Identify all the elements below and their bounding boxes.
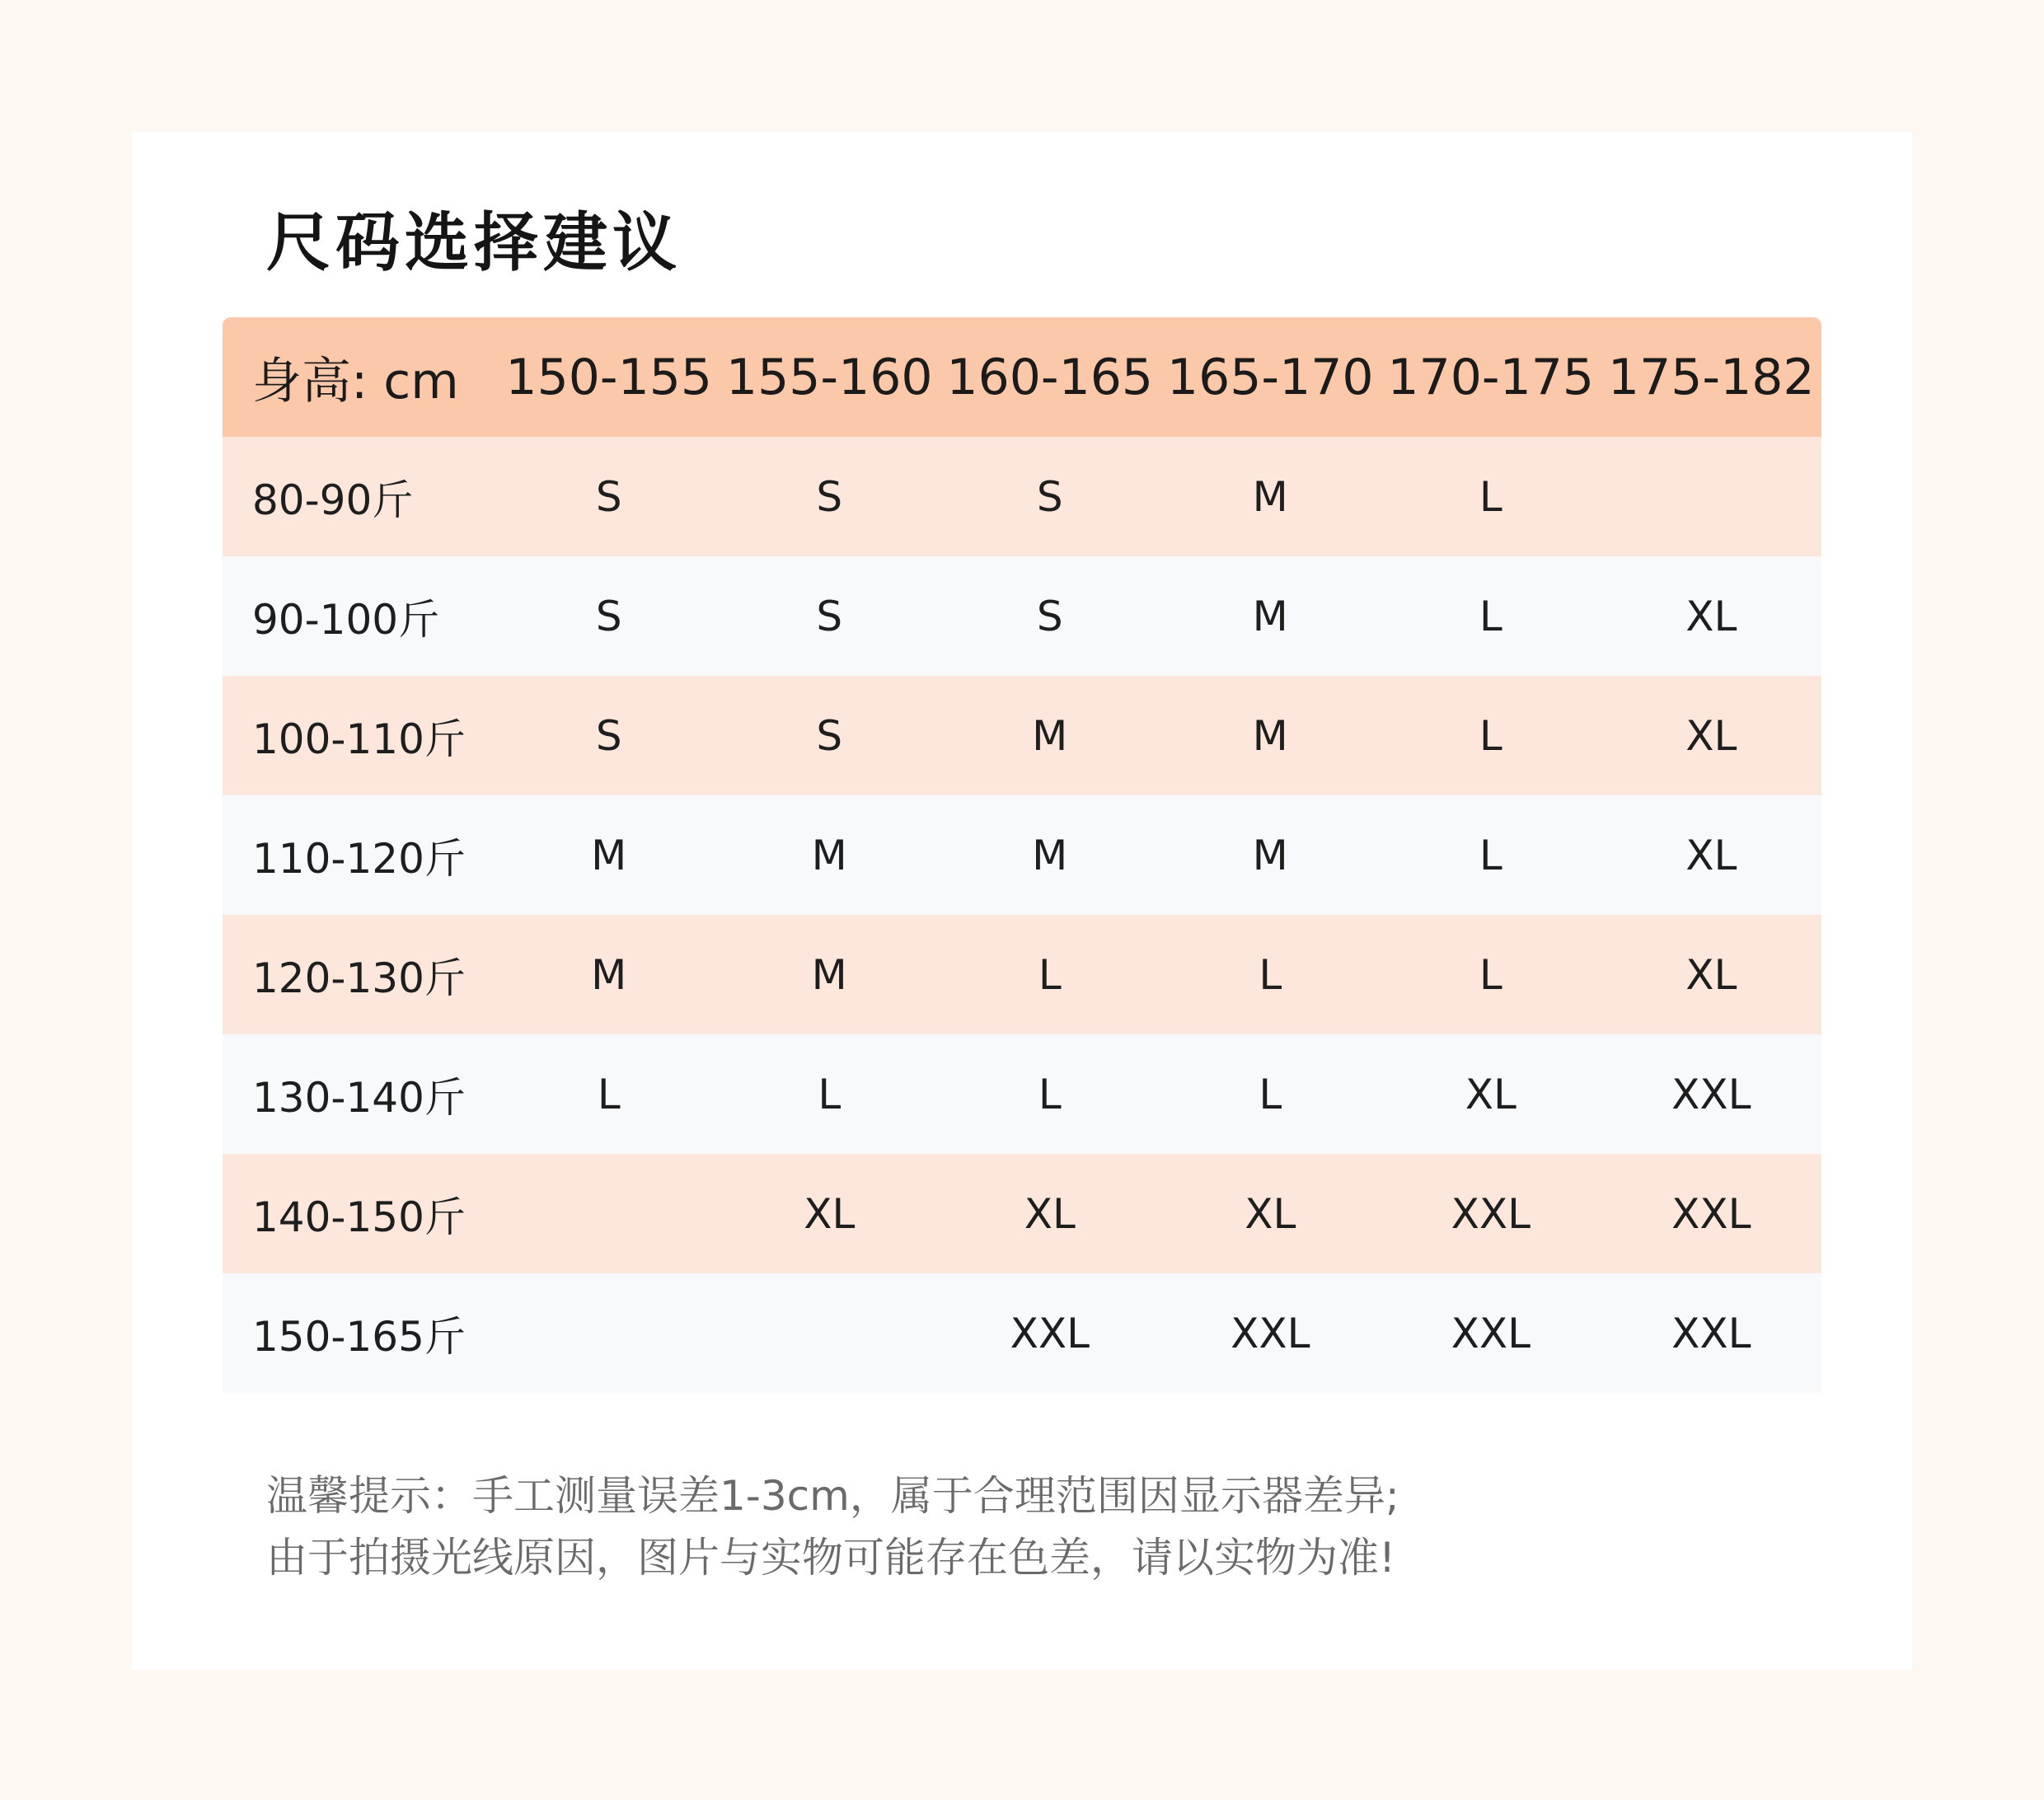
size-cell: XXL	[1671, 1309, 1751, 1357]
size-cell: XL	[1465, 1070, 1517, 1118]
height-header-label: 身高: cm	[252, 352, 459, 410]
tip-line-1: 温馨提示：手工测量误差1-3cm，属于合理范围因显示器差异;	[266, 1472, 1399, 1520]
table-row	[223, 1034, 1821, 1154]
size-cell: M	[811, 831, 847, 879]
size-cell: XL	[1245, 1189, 1296, 1238]
height-range-header: 160-165	[946, 348, 1154, 406]
height-range-header: 170-175	[1387, 348, 1595, 406]
size-cell: L	[1479, 711, 1503, 760]
size-cell: XL	[1685, 592, 1737, 640]
height-range-header: 150-155	[505, 348, 713, 406]
size-cell: XXL	[1451, 1189, 1531, 1238]
table-row	[223, 437, 1821, 556]
size-cell: M	[591, 831, 627, 879]
height-range-header: 155-160	[725, 348, 933, 406]
size-cell: XL	[1685, 950, 1737, 999]
weight-range-cell: 90-100斤	[252, 595, 440, 644]
size-cell: L	[1479, 592, 1503, 640]
size-cell: XL	[1685, 711, 1737, 760]
size-cell: XXL	[1671, 1070, 1751, 1118]
size-cell: M	[591, 950, 627, 999]
size-cell: L	[1259, 1070, 1282, 1118]
size-cell: S	[595, 592, 622, 640]
size-cell	[499, 1154, 720, 1273]
table-row	[223, 556, 1821, 676]
table-header-row	[223, 317, 1821, 437]
size-cell: L	[1479, 472, 1503, 521]
weight-range-cell: 80-90斤	[252, 476, 414, 524]
size-chart-table	[223, 317, 1821, 1393]
size-cell	[499, 1273, 720, 1393]
size-cell: XXL	[1451, 1309, 1531, 1357]
size-cell: L	[1259, 950, 1282, 999]
weight-range-cell: 110-120斤	[252, 834, 466, 883]
size-cell: M	[811, 950, 847, 999]
height-range-header: 165-170	[1166, 348, 1374, 406]
table-row	[223, 915, 1821, 1034]
table-row	[223, 795, 1821, 915]
size-cell: L	[818, 1070, 842, 1118]
size-cell: XXL	[1010, 1309, 1090, 1357]
size-cell: XL	[1685, 831, 1737, 879]
table-row	[223, 1154, 1821, 1273]
size-cell: M	[1252, 711, 1288, 760]
tip-line-2: 由于拍摄光线原因，图片与实物可能存在色差，请以实物为准!	[266, 1534, 1396, 1582]
size-cell: XXL	[1671, 1189, 1751, 1238]
size-cell: L	[1479, 831, 1503, 879]
size-cell: L	[597, 1070, 621, 1118]
size-cell: XL	[804, 1189, 856, 1238]
weight-range-cell: 150-165斤	[252, 1312, 466, 1361]
measurement-tip	[266, 1465, 1399, 1589]
size-cell: S	[816, 711, 843, 760]
size-cell: S	[1036, 472, 1063, 521]
size-cell: M	[1032, 711, 1068, 760]
size-cell: M	[1032, 831, 1068, 879]
size-cell: M	[1252, 592, 1288, 640]
size-cell: S	[1036, 592, 1063, 640]
size-cell: L	[1479, 950, 1503, 999]
size-cell: S	[816, 472, 843, 521]
size-cell: M	[1252, 831, 1288, 879]
height-range-header: 175-182	[1607, 348, 1815, 406]
size-cell	[1601, 437, 1822, 556]
weight-range-cell: 100-110斤	[252, 715, 466, 763]
weight-range-cell: 140-150斤	[252, 1193, 466, 1241]
weight-range-cell: 130-140斤	[252, 1073, 466, 1122]
size-cell: S	[816, 592, 843, 640]
size-cell: M	[1252, 472, 1288, 521]
size-guide-card	[132, 132, 1912, 1670]
table-row	[223, 676, 1821, 795]
size-cell: XL	[1024, 1189, 1076, 1238]
table-row	[223, 1273, 1821, 1393]
size-cell: L	[1038, 1070, 1062, 1118]
size-cell: S	[595, 711, 622, 760]
size-cell: XXL	[1231, 1309, 1310, 1357]
size-cell: L	[1038, 950, 1062, 999]
page-title: 尺码选择建议	[266, 206, 682, 280]
weight-range-cell: 120-130斤	[252, 954, 466, 1002]
size-cell	[720, 1273, 940, 1393]
size-cell: S	[595, 472, 622, 521]
